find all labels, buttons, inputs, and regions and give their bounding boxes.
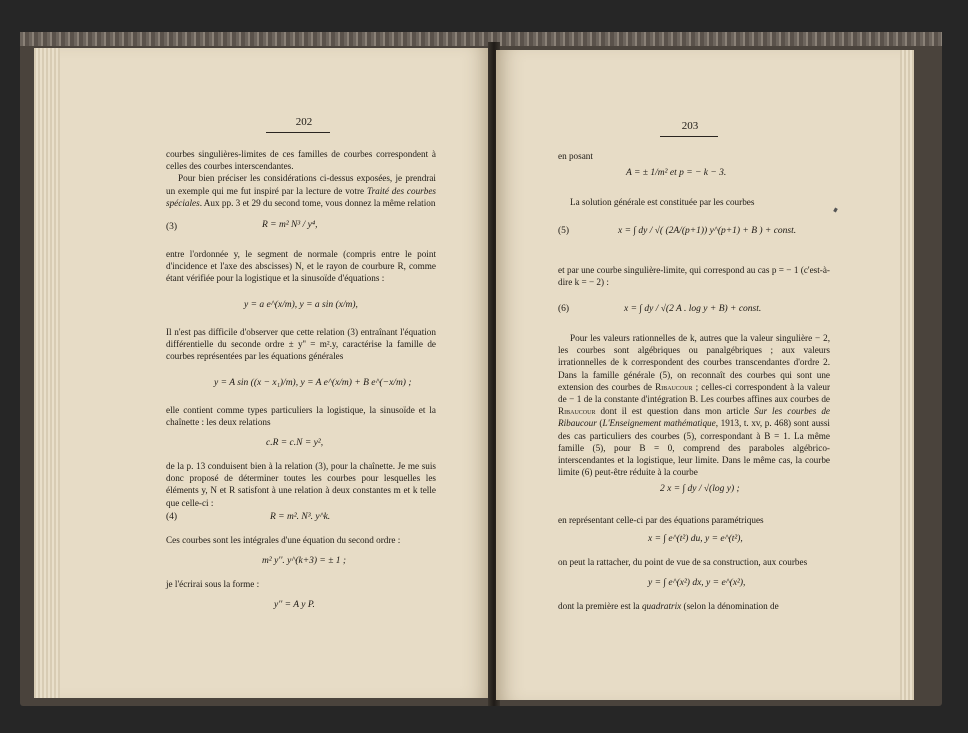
cover-edge	[20, 32, 942, 46]
page-number-left: 202	[295, 116, 313, 128]
eq-forme: y'' = A y P.	[274, 600, 315, 610]
right-line-1: en posant	[558, 151, 593, 161]
right-para-3: Pour les valeurs rationnelles de k, autres que la valeur singulière − 2, les courbes sont algébriques ou panalgébriques ; aux valeurs irrationnelles de k correspondent des courbes transcendantes d'ordre 2. Dans la famille générale (5), on reconnaît des courbes qui sont une extension des courbes de Ribaucour ; celles-ci correspondent à la valeur de − 1 de la constante d'intégration B. Les courbes affines aux courbes de Ribaucour dont il est question dans mon article Sur les courbes de Ribaucour (L'Enseignement mathématique, 1913, t. xv, p. 468) sont aussi des cas particuliers des courbes (5), correspondant à B = 1. La même famille (5), pour B = 0, comprend des paraboles algébrico-interscendantes et la logistique, leur limite. Dans le même cas, la courbe limite (6) peut-être réduite à la courbe	[558, 333, 830, 478]
eq-courbes: y = ∫ e^(x²) dx, y = e^(x²),	[648, 578, 746, 588]
left-para-1: courbes singulières-limites de ces familles de courbes correspondent à celles des courbes interscendantes. Pour bien préciser les considérations ci-dessus exposées, je prendrai un exemple qui me fut inspiré par la lecture de votre Traité des courbes spéciales. Aux pp. 3 et 29 du second tome, vous donnez la même relation	[166, 149, 436, 208]
page-number-rule-left	[266, 132, 330, 133]
eq5-label: (5)	[558, 226, 570, 236]
left-para-7: Ces courbes sont les intégrales d'une équation du second ordre :	[166, 535, 401, 545]
eq5: x = ∫ dy / √( (2A/(p+1)) y^(p+1) + B ) + const.	[618, 226, 797, 236]
eq-posant: A = ± 1/m² et p = − k − 3.	[626, 168, 727, 178]
left-para-3: entre l'ordonnée y, le segment de normale (compris entre le point d'incidence et l'axe des abscisses) N, et le rayon de courbure R, comme étant vérifiée pour la logistique et la sinusoïde d'équations :	[166, 249, 436, 284]
eq-2x: 2 x = ∫ dy / √(log y) ;	[660, 484, 740, 494]
eq-chainette: c.R = c.N = y²,	[266, 438, 324, 448]
eq-general: y = A sin ((x − x₁)/m), y = A e^(x/m) + B e^(−x/m) ;	[214, 378, 412, 388]
left-page	[34, 48, 490, 698]
eq6-label: (6)	[558, 304, 570, 314]
eq-logistique-sinusoide: y = a e^(x/m), y = a sin (x/m),	[244, 300, 358, 310]
eq6: x = ∫ dy / √(2 A . log y + B) + const.	[624, 304, 762, 314]
eq3-label: (3)	[166, 222, 178, 232]
left-para-5: elle contient comme types particuliers la logistique, la sinusoïde et la chaînette : les deux relations	[166, 405, 436, 428]
right-para-5: on peut la rattacher, du point de vue de sa construction, aux courbes	[558, 557, 808, 567]
page-number-rule-right	[660, 136, 718, 137]
eq4: R = m². N³. y^k.	[270, 512, 331, 522]
right-para-1: La solution générale est constituée par les courbes	[570, 197, 755, 207]
left-para-4: Il n'est pas difficile d'observer que cette relation (3) entraînant l'équation différentielle du seconde ordre ± y'' = m².y, caractérise la famille de courbes représentées par les équations générales	[166, 327, 436, 362]
eq3: R = m² N³ / y⁴,	[262, 220, 318, 230]
eq-second-ordre: m² y''. y^(k+3) = ± 1 ;	[262, 556, 347, 566]
left-para-8: je l'écrirai sous la forme :	[166, 579, 260, 589]
left-para-6: de la p. 13 conduisent bien à la relation (3), pour la chaînette. Je me suis donc proposé de déterminer toutes les courbes pour lesquelles les éléments y, N et R satisfont à une relation à deux constantes m et k telle que celle-ci :	[166, 461, 436, 508]
right-para-2: et par une courbe singulière-limite, qui correspond au cas p = − 1 (c'est-à-dire k = − 2) :	[558, 265, 830, 288]
pencil-mark	[833, 208, 838, 213]
right-para-4: en représentant celle-ci par des équations paramétriques	[558, 515, 764, 525]
eq4-label: (4)	[166, 512, 178, 522]
left-para-2: Pour bien préciser les considérations ci-dessus exposées, je prendrai un exemple qui me fut inspiré par la lecture de votre Traité des courbes spéciales. Aux pp. 3 et 29 du second tome, vous donnez la même relation	[166, 173, 436, 208]
page-number-right: 203	[681, 120, 699, 132]
right-page	[496, 50, 914, 700]
right-para-6: dont la première est la quadratrix (selon la dénomination de	[558, 601, 779, 611]
eq-parametriques: x = ∫ e^(t²) du, y = e^(t²),	[648, 534, 743, 544]
